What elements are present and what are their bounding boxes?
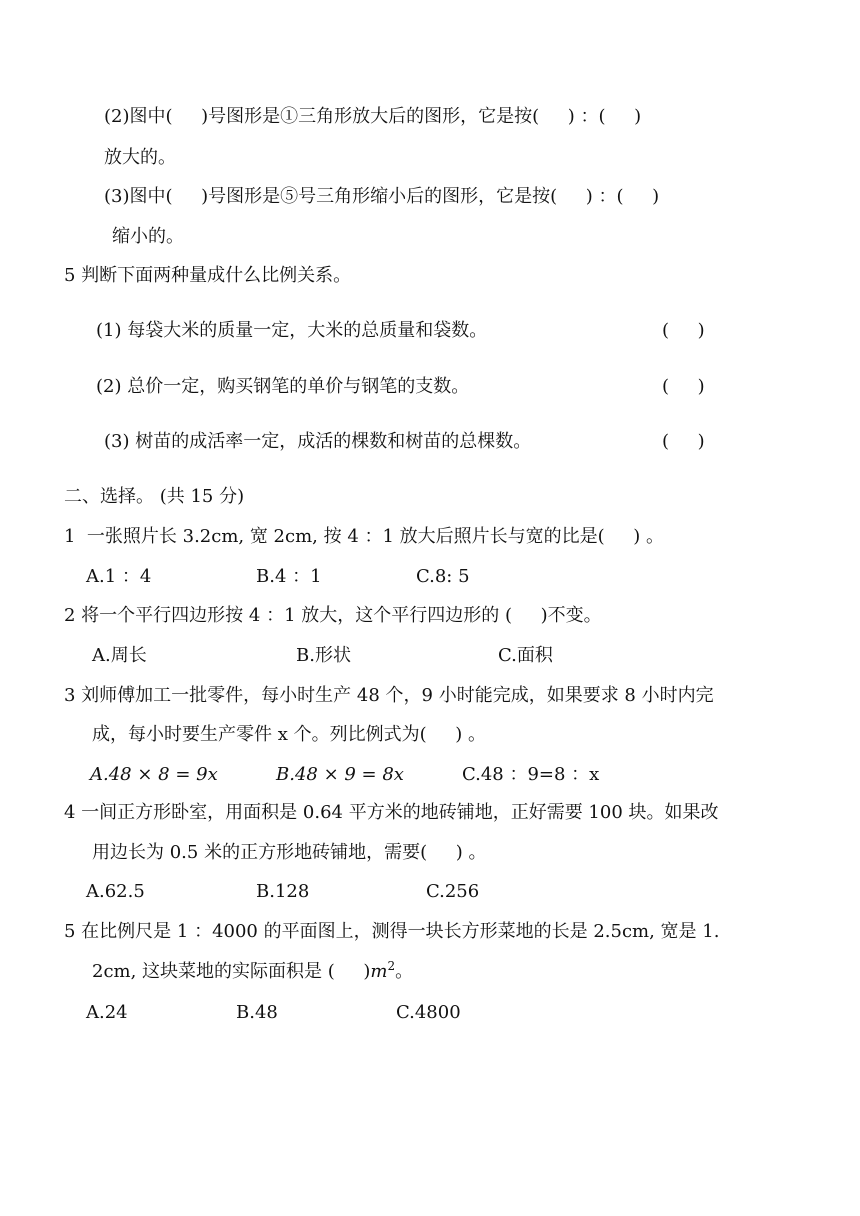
q5-item-1-blank[interactable]: ( )	[662, 320, 705, 341]
mc5-stem-text: 2cm, 这块菜地的实际面积是 ( )	[92, 961, 371, 982]
mc2-stem: 2 将一个平行四边形按 4 ：1 放大，这个平行四边形的 ( )不变。	[64, 605, 602, 626]
mc5-stem-end: 。	[395, 961, 414, 982]
q5-item-3-blank[interactable]: ( )	[662, 431, 705, 452]
mc4-option-b[interactable]: B.128	[256, 881, 310, 902]
mc2-option-c[interactable]: C.面积	[498, 645, 553, 666]
mc5-unit: m	[370, 961, 388, 982]
mc3-option-b[interactable]: B.48 × 9 = 8x	[276, 764, 404, 785]
mc4-option-c[interactable]: C.256	[426, 881, 480, 902]
q5-item-3: (3) 树苗的成活率一定，成活的棵数和树苗的总棵数。	[104, 431, 532, 452]
mc5-stem-line2	[92, 961, 413, 983]
mc5-option-c[interactable]: C.4800	[396, 1002, 461, 1023]
mc4-stem-line2: 用边长为 0.5 米的正方形地砖铺地，需要( ) 。	[92, 842, 487, 863]
mc1-option-a[interactable]: A.1 ：4	[86, 566, 152, 587]
mc5-unit-exp: 2	[387, 959, 396, 973]
mc1-option-c[interactable]: C.8: 5	[416, 566, 470, 587]
q4-3-line2: 缩小的。	[112, 226, 184, 247]
mc2-option-a[interactable]: A.周长	[92, 645, 147, 666]
mc3-stem-line2: 成，每小时要生产零件 x 个。列比例式为( ) 。	[92, 724, 486, 745]
mc4-stem-line1: 4 一间正方形卧室，用面积是 0.64 平方米的地砖铺地，正好需要 100 块。如果改	[64, 802, 719, 823]
mc5-option-a[interactable]: A.24	[86, 1002, 128, 1023]
q5-item-1: (1) 每袋大米的质量一定，大米的总质量和袋数。	[96, 320, 488, 341]
q4-3-line1: (3)图中( )号图形是⑤号三角形缩小后的图形，它是按( ) ：( )	[104, 186, 660, 207]
mc5-stem-line1: 5 在比例尺是 1 ：4000 的平面图上，测得一块长方形菜地的长是 2.5cm, 宽是 1.	[64, 921, 720, 942]
mc1-stem: 1 一张照片长 3.2cm, 宽 2cm, 按 4 ：1 放大后照片长与宽的比是( ) 。	[64, 526, 665, 547]
q4-2-line1: (2)图中( )号图形是①三角形放大后的图形，它是按( ) ：( )	[104, 106, 642, 127]
q4-2-line2: 放大的。	[104, 147, 176, 168]
part2-heading: 二、选择。 (共 15 分)	[64, 486, 245, 507]
mc2-option-b[interactable]: B.形状	[296, 645, 351, 666]
mc3-option-a[interactable]: A.48 × 8 = 9x	[90, 764, 218, 785]
q5-item-2: (2) 总价一定，购买钢笔的单价与钢笔的支数。	[96, 376, 470, 397]
mc4-option-a[interactable]: A.62.5	[86, 881, 145, 902]
mc5-option-b[interactable]: B.48	[236, 1002, 278, 1023]
mc1-option-b[interactable]: B.4 ：1	[256, 566, 322, 587]
mc3-stem-line1: 3 刘师傅加工一批零件，每小时生产 48 个，9 小时能完成，如果要求 8 小时内完	[64, 685, 714, 706]
mc3-option-c[interactable]: C.48 ：9=8 ：x	[462, 764, 600, 785]
q5-item-2-blank[interactable]: ( )	[662, 376, 705, 397]
q5-title: 5 判断下面两种量成什么比例关系。	[64, 265, 352, 286]
